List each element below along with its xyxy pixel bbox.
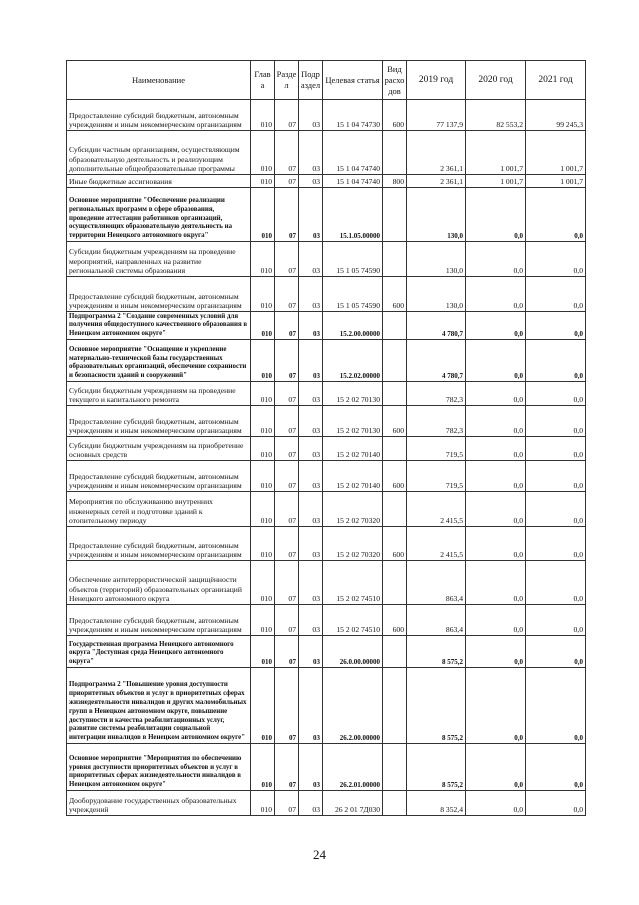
row-amount-2021: 0,0 bbox=[526, 437, 586, 461]
row-expense-type: 600 bbox=[383, 277, 407, 312]
row-amount-2019: 130,0 bbox=[407, 277, 466, 312]
row-amount-2021: 0,0 bbox=[526, 605, 586, 636]
row-amount-2019: 863,4 bbox=[407, 561, 466, 605]
row-name: Субсидии частным организациям, осуществляющим образовательную деятельность и реализующим дополнительные общеобразовательные программы bbox=[67, 131, 251, 175]
row-amount-2020: 1 001,7 bbox=[466, 131, 526, 175]
table-row bbox=[67, 668, 586, 744]
row-razdel: 07 bbox=[275, 461, 299, 492]
row-target-article: 15 2 02 74510 bbox=[323, 561, 383, 605]
row-name: Субсидии бюджетным учреждениям на приобретение основных средств bbox=[67, 437, 251, 461]
row-razdel: 07 bbox=[275, 175, 299, 188]
row-amount-2019: 4 780,7 bbox=[407, 340, 466, 382]
row-glava: 010 bbox=[251, 312, 275, 340]
row-glava: 010 bbox=[251, 100, 275, 131]
row-glava: 010 bbox=[251, 437, 275, 461]
row-amount-2020: 0,0 bbox=[466, 668, 526, 744]
row-expense-type bbox=[383, 242, 407, 277]
budget-table bbox=[66, 60, 586, 816]
row-amount-2021: 0,0 bbox=[526, 382, 586, 406]
table-row bbox=[67, 406, 586, 437]
row-amount-2020: 0,0 bbox=[466, 312, 526, 340]
row-podrazdel: 03 bbox=[299, 188, 323, 242]
row-amount-2019: 130,0 bbox=[407, 242, 466, 277]
row-amount-2019: 8 575,2 bbox=[407, 636, 466, 668]
row-expense-type bbox=[383, 188, 407, 242]
row-target-article: 15.1.05.00000 bbox=[323, 188, 383, 242]
row-name: Подпрограмма 2 "Создание современных условий для получения общедоступного качественного образования в Ненецком автономном округе" bbox=[67, 312, 251, 340]
table-row bbox=[67, 605, 586, 636]
table-row bbox=[67, 242, 586, 277]
table-row bbox=[67, 791, 586, 816]
row-amount-2021: 1 001,7 bbox=[526, 175, 586, 188]
row-name: Дооборудование государственных образовательных учреждений bbox=[67, 791, 251, 816]
row-name: Основное мероприятие "Мероприятия по обеспечению уровня доступности приоритетных объектов и услуг в приоритетных сферах жизнедеятельности инвалидов в Ненецком автономном округе" bbox=[67, 744, 251, 791]
row-glava: 010 bbox=[251, 561, 275, 605]
row-podrazdel: 03 bbox=[299, 340, 323, 382]
row-glava: 010 bbox=[251, 175, 275, 188]
table-row bbox=[67, 340, 586, 382]
row-amount-2021: 1 001,7 bbox=[526, 131, 586, 175]
row-amount-2020: 0,0 bbox=[466, 744, 526, 791]
row-expense-type bbox=[383, 492, 407, 527]
row-podrazdel: 03 bbox=[299, 668, 323, 744]
row-name: Предоставление субсидий бюджетным, автономным учреждениям и иным некоммерческим организациям bbox=[67, 277, 251, 312]
row-name: Предоставление субсидий бюджетным, автономным учреждениям и иным некоммерческим организациям bbox=[67, 100, 251, 131]
row-glava: 010 bbox=[251, 242, 275, 277]
row-amount-2020: 0,0 bbox=[466, 277, 526, 312]
row-amount-2020: 0,0 bbox=[466, 340, 526, 382]
row-razdel: 07 bbox=[275, 100, 299, 131]
row-razdel: 07 bbox=[275, 242, 299, 277]
row-glava: 010 bbox=[251, 636, 275, 668]
row-podrazdel: 03 bbox=[299, 406, 323, 437]
row-amount-2019: 130,0 bbox=[407, 188, 466, 242]
row-amount-2019: 8 575,2 bbox=[407, 668, 466, 744]
row-amount-2021: 0,0 bbox=[526, 188, 586, 242]
row-expense-type bbox=[383, 561, 407, 605]
row-target-article: 15 1 05 74590 bbox=[323, 242, 383, 277]
row-podrazdel: 03 bbox=[299, 636, 323, 668]
row-target-article: 26 2 01 7Д030 bbox=[323, 791, 383, 816]
row-name: Предоставление субсидий бюджетным, автономным учреждениям и иным некоммерческим организациям bbox=[67, 605, 251, 636]
row-target-article: 26.0.00.00000 bbox=[323, 636, 383, 668]
header-glava: Глав а bbox=[251, 61, 275, 100]
row-target-article: 15 2 02 74510 bbox=[323, 605, 383, 636]
row-glava: 010 bbox=[251, 605, 275, 636]
row-amount-2019: 782,3 bbox=[407, 382, 466, 406]
row-amount-2020: 0,0 bbox=[466, 188, 526, 242]
row-glava: 010 bbox=[251, 492, 275, 527]
row-target-article: 26.2.00.00000 bbox=[323, 668, 383, 744]
row-razdel: 07 bbox=[275, 277, 299, 312]
row-amount-2021: 0,0 bbox=[526, 312, 586, 340]
row-target-article: 15 1 04 74730 bbox=[323, 100, 383, 131]
row-glava: 010 bbox=[251, 668, 275, 744]
table-header bbox=[67, 61, 586, 100]
row-name: Подпрограмма 2 "Повышение уровня доступности приоритетных объектов и услуг в приоритетных сферах жизнедеятельности инвалидов и других маломобильных групп в Ненецком автономном округе, повышение доступности и качества реабилитационных услуг, развитие системы реабилитации социальной интеграции инвалидов в Ненецком автономном округе" bbox=[67, 668, 251, 744]
row-razdel: 07 bbox=[275, 561, 299, 605]
row-glava: 010 bbox=[251, 340, 275, 382]
table-row bbox=[67, 382, 586, 406]
row-expense-type bbox=[383, 636, 407, 668]
row-glava: 010 bbox=[251, 382, 275, 406]
row-podrazdel: 03 bbox=[299, 605, 323, 636]
header-razdel: Разде л bbox=[275, 61, 299, 100]
table-row bbox=[67, 492, 586, 527]
row-target-article: 15 1 04 74740 bbox=[323, 131, 383, 175]
row-amount-2020: 0,0 bbox=[466, 636, 526, 668]
row-amount-2020: 1 001,7 bbox=[466, 175, 526, 188]
row-razdel: 07 bbox=[275, 437, 299, 461]
row-amount-2021: 0,0 bbox=[526, 668, 586, 744]
row-amount-2019: 4 780,7 bbox=[407, 312, 466, 340]
row-expense-type bbox=[383, 668, 407, 744]
row-amount-2021: 0,0 bbox=[526, 561, 586, 605]
row-amount-2021: 0,0 bbox=[526, 277, 586, 312]
row-podrazdel: 03 bbox=[299, 131, 323, 175]
row-amount-2019: 2 415,5 bbox=[407, 492, 466, 527]
row-amount-2021: 99 245,3 bbox=[526, 100, 586, 131]
row-name: Обеспечение антитеррористической защищённости объектов (территорий) образовательных организаций Ненецкого автономного округа bbox=[67, 561, 251, 605]
row-podrazdel: 03 bbox=[299, 277, 323, 312]
row-razdel: 07 bbox=[275, 340, 299, 382]
row-name: Государственная программа Ненецкого автономного округа "Доступная среда Ненецкого автономного округа" bbox=[67, 636, 251, 668]
row-name: Иные бюджетные ассигнования bbox=[67, 175, 251, 188]
header-podrazdel: Подр аздел bbox=[299, 61, 323, 100]
row-amount-2019: 719,5 bbox=[407, 461, 466, 492]
row-amount-2020: 0,0 bbox=[466, 461, 526, 492]
row-amount-2020: 0,0 bbox=[466, 561, 526, 605]
row-glava: 010 bbox=[251, 527, 275, 561]
row-glava: 010 bbox=[251, 277, 275, 312]
row-amount-2021: 0,0 bbox=[526, 791, 586, 816]
row-amount-2020: 0,0 bbox=[466, 492, 526, 527]
row-podrazdel: 03 bbox=[299, 242, 323, 277]
row-podrazdel: 03 bbox=[299, 175, 323, 188]
table-row bbox=[67, 188, 586, 242]
row-amount-2020: 0,0 bbox=[466, 527, 526, 561]
row-target-article: 15 2 02 70320 bbox=[323, 492, 383, 527]
document-page bbox=[66, 60, 585, 816]
row-expense-type bbox=[383, 131, 407, 175]
row-name: Предоставление субсидий бюджетным, автономным учреждениям и иным некоммерческим организациям bbox=[67, 406, 251, 437]
row-expense-type: 600 bbox=[383, 605, 407, 636]
row-amount-2019: 863,4 bbox=[407, 605, 466, 636]
row-amount-2019: 2 415,5 bbox=[407, 527, 466, 561]
row-podrazdel: 03 bbox=[299, 437, 323, 461]
row-glava: 010 bbox=[251, 461, 275, 492]
table-row bbox=[67, 636, 586, 668]
row-name: Субсидии бюджетным учреждениям на проведение мероприятий, направленных на развитие региональной системы образования bbox=[67, 242, 251, 277]
table-row bbox=[67, 744, 586, 791]
row-amount-2021: 0,0 bbox=[526, 744, 586, 791]
row-glava: 010 bbox=[251, 188, 275, 242]
row-amount-2021: 0,0 bbox=[526, 461, 586, 492]
row-expense-type bbox=[383, 744, 407, 791]
header-2020: 2020 год bbox=[466, 61, 526, 100]
row-razdel: 07 bbox=[275, 636, 299, 668]
row-amount-2020: 0,0 bbox=[466, 791, 526, 816]
table-row bbox=[67, 100, 586, 131]
row-amount-2020: 0,0 bbox=[466, 605, 526, 636]
row-razdel: 07 bbox=[275, 492, 299, 527]
row-name: Основное мероприятие "Обеспечение реализации региональных программ в сфере образования, проведение аттестации работников организаций, осуществляющих образовательную деятельность на территории Ненецкого автономного округа" bbox=[67, 188, 251, 242]
row-target-article: 15 2 02 70130 bbox=[323, 382, 383, 406]
row-expense-type bbox=[383, 791, 407, 816]
row-target-article: 15.2.02.00000 bbox=[323, 340, 383, 382]
row-amount-2019: 2 361,1 bbox=[407, 131, 466, 175]
row-razdel: 07 bbox=[275, 406, 299, 437]
row-razdel: 07 bbox=[275, 668, 299, 744]
row-amount-2019: 2 361,1 bbox=[407, 175, 466, 188]
table-row bbox=[67, 461, 586, 492]
table-row bbox=[67, 312, 586, 340]
row-glava: 010 bbox=[251, 791, 275, 816]
row-target-article: 15 1 04 74740 bbox=[323, 175, 383, 188]
row-podrazdel: 03 bbox=[299, 561, 323, 605]
page-number: 24 bbox=[313, 847, 326, 862]
row-name: Предоставление субсидий бюджетным, автономным учреждениям и иным некоммерческим организациям bbox=[67, 461, 251, 492]
row-expense-type bbox=[383, 312, 407, 340]
header-name: Наименование bbox=[67, 61, 251, 100]
row-target-article: 15.2.00.00000 bbox=[323, 312, 383, 340]
row-name: Мероприятия по обслуживанию внутренних инженерных сетей и подготовке зданий к отопительному периоду bbox=[67, 492, 251, 527]
row-expense-type: 600 bbox=[383, 100, 407, 131]
row-name: Предоставление субсидий бюджетным, автономным учреждениям и иным некоммерческим организациям bbox=[67, 527, 251, 561]
row-target-article: 15 2 02 70320 bbox=[323, 527, 383, 561]
row-amount-2019: 8 352,4 bbox=[407, 791, 466, 816]
header-2019: 2019 год bbox=[407, 61, 466, 100]
table-body bbox=[67, 100, 586, 816]
table-row bbox=[67, 131, 586, 175]
row-target-article: 15 2 02 70140 bbox=[323, 437, 383, 461]
row-amount-2021: 0,0 bbox=[526, 527, 586, 561]
row-glava: 010 bbox=[251, 744, 275, 791]
row-name: Субсидии бюджетным учреждениям на проведение текущего и капитального ремонта bbox=[67, 382, 251, 406]
row-glava: 010 bbox=[251, 406, 275, 437]
row-expense-type: 600 bbox=[383, 461, 407, 492]
row-razdel: 07 bbox=[275, 131, 299, 175]
header-expense-type: Вид расхо дов bbox=[383, 61, 407, 100]
row-target-article: 15 1 05 74590 bbox=[323, 277, 383, 312]
row-amount-2020: 0,0 bbox=[466, 406, 526, 437]
header-row bbox=[67, 61, 586, 100]
row-amount-2019: 77 137,9 bbox=[407, 100, 466, 131]
row-amount-2019: 719,5 bbox=[407, 437, 466, 461]
table-row bbox=[67, 175, 586, 188]
row-podrazdel: 03 bbox=[299, 527, 323, 561]
table-row bbox=[67, 277, 586, 312]
row-podrazdel: 03 bbox=[299, 744, 323, 791]
row-razdel: 07 bbox=[275, 791, 299, 816]
row-podrazdel: 03 bbox=[299, 791, 323, 816]
row-name: Основное мероприятие "Оснащение и укрепление материально-технической базы государственных образовательных организаций, обеспечение сохранности и безопасности зданий и сооружений" bbox=[67, 340, 251, 382]
row-podrazdel: 03 bbox=[299, 312, 323, 340]
header-2021: 2021 год bbox=[526, 61, 586, 100]
row-target-article: 15 2 02 70130 bbox=[323, 406, 383, 437]
row-amount-2021: 0,0 bbox=[526, 492, 586, 527]
row-razdel: 07 bbox=[275, 188, 299, 242]
row-podrazdel: 03 bbox=[299, 100, 323, 131]
row-amount-2020: 82 553,2 bbox=[466, 100, 526, 131]
row-amount-2021: 0,0 bbox=[526, 636, 586, 668]
row-expense-type: 800 bbox=[383, 175, 407, 188]
row-expense-type bbox=[383, 437, 407, 461]
table-row bbox=[67, 561, 586, 605]
row-amount-2020: 0,0 bbox=[466, 382, 526, 406]
row-expense-type: 600 bbox=[383, 406, 407, 437]
row-amount-2019: 8 575,2 bbox=[407, 744, 466, 791]
table-row bbox=[67, 437, 586, 461]
row-amount-2020: 0,0 bbox=[466, 242, 526, 277]
row-podrazdel: 03 bbox=[299, 461, 323, 492]
header-target-article: Целевая статья bbox=[323, 61, 383, 100]
table-row bbox=[67, 527, 586, 561]
row-expense-type bbox=[383, 382, 407, 406]
row-razdel: 07 bbox=[275, 605, 299, 636]
row-razdel: 07 bbox=[275, 382, 299, 406]
row-amount-2019: 782,3 bbox=[407, 406, 466, 437]
row-razdel: 07 bbox=[275, 744, 299, 791]
row-expense-type bbox=[383, 340, 407, 382]
row-podrazdel: 03 bbox=[299, 382, 323, 406]
row-expense-type: 600 bbox=[383, 527, 407, 561]
row-glava: 010 bbox=[251, 131, 275, 175]
row-target-article: 26.2.01.00000 bbox=[323, 744, 383, 791]
row-razdel: 07 bbox=[275, 312, 299, 340]
row-target-article: 15 2 02 70140 bbox=[323, 461, 383, 492]
row-amount-2020: 0,0 bbox=[466, 437, 526, 461]
row-razdel: 07 bbox=[275, 527, 299, 561]
row-amount-2021: 0,0 bbox=[526, 340, 586, 382]
row-amount-2021: 0,0 bbox=[526, 242, 586, 277]
row-podrazdel: 03 bbox=[299, 492, 323, 527]
row-amount-2021: 0,0 bbox=[526, 406, 586, 437]
